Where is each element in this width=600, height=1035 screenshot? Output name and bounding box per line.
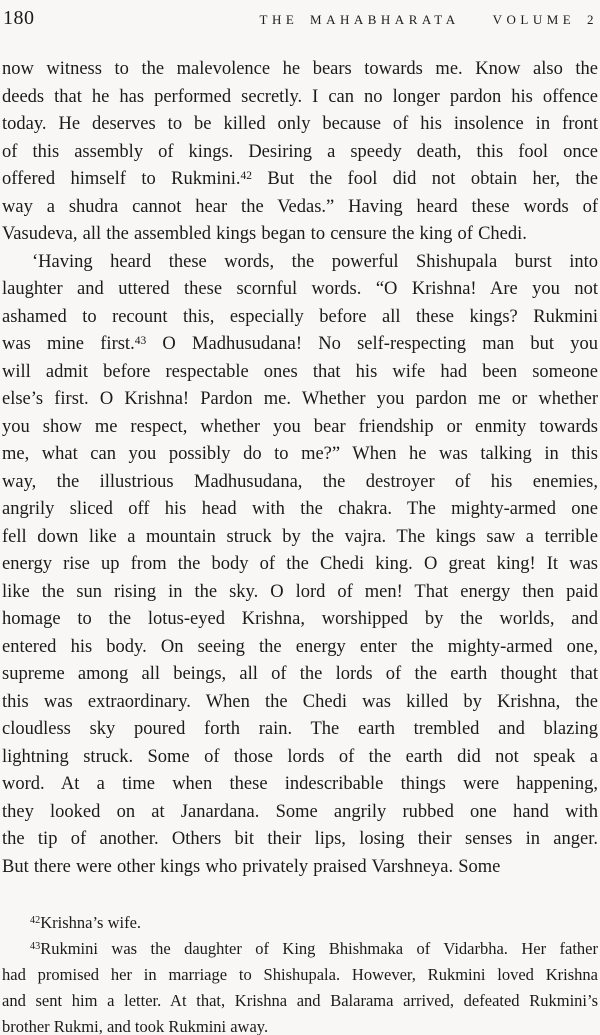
footnote-line: and sent him a letter. At that, Krishna and Balarama arrived, defeated Rukmini’s <box>2 991 598 1010</box>
text-line: way a shudra cannot hear the Vedas.” Having heard these words of <box>2 196 598 217</box>
running-head <box>260 12 599 28</box>
text-line: ashamed to recount this, especially before all these kings? Rukmini <box>2 306 598 327</box>
text-line: word. At a time when these indescribable things were happening, <box>2 774 598 794</box>
text-line: today. He deserves to be killed only because of his insolence in front <box>2 114 598 134</box>
text-line: of this assembly of kings. Desiring a speedy death, this fool once <box>2 141 598 162</box>
text-line: way, the illustrious Madhusudana, the destroyer of his enemies, <box>2 471 598 492</box>
footnote-marker: 43 <box>30 941 41 953</box>
text-line: this was extraordinary. When the Chedi was killed by Krishna, the <box>2 691 598 712</box>
text-line: angrily sliced off his head with the chakra. The mighty-armed one <box>2 499 598 519</box>
book-title: THE MAHABHARATA <box>259 12 459 27</box>
text-line: cloudless sky poured forth rain. The earth trembled and blazing <box>2 719 598 739</box>
text-line: entered his body. On seeing the energy enter the mighty-armed one, <box>2 636 598 657</box>
text-line: deeds that he has performed secretly. I can no longer pardon his offence <box>2 86 598 107</box>
body-text <box>2 56 598 881</box>
text-line: But there were other kings who privately praised Varshneya. Some <box>2 856 501 877</box>
text-line: the tip of another. Others bit their lips, losing their senses in anger. <box>2 829 598 849</box>
text-line: energy rise up from the body of the Chedi king. O great king! It was <box>2 554 598 574</box>
text-line: me, what can you possibly do to me?” When he was talking in this <box>2 444 598 464</box>
footnote-marker: 42 <box>30 915 41 927</box>
text-line: they looked on at Janardana. Some angrily rubbed one hand with <box>2 801 598 822</box>
footnotes-section <box>2 910 598 1035</box>
text-line: supreme among all beings, all of the lords of the earth thought that <box>2 664 598 684</box>
text-line: laughter and uttered these scornful words. “O Krishna! Are you not <box>2 279 598 299</box>
footnote-line: had promised her in marriage to Shishupala. However, Rukmini loved Krishna <box>2 965 598 984</box>
footnote-line: $^{42}$Krishna’s wife. <box>30 913 142 932</box>
volume-label: VOLUME 2 <box>492 12 598 27</box>
footnote-line: $^{43}$Rukmini was the daughter of King Bhishmaka of Vidarbha. Her father <box>30 939 598 958</box>
footnote-marker: 42 <box>240 169 253 182</box>
text-line: ‘Having heard these words, the powerful Shishupala burst into <box>32 251 598 272</box>
text-line: lightning struck. Some of those lords of the earth did not speak a <box>2 746 598 767</box>
text-line: offered himself to Rukmini.$^{42}$ But the fool did not obtain her, the <box>2 169 598 189</box>
page-number: 180 <box>3 7 35 29</box>
footnote-marker: 43 <box>134 334 147 347</box>
text-line: Vasudeva, all the assembled kings began to censure the king of Chedi. <box>2 224 527 244</box>
footnote-line: brother Rukmi, and took Rukmini away. <box>2 1017 269 1035</box>
text-line: like the sun rising in the sky. O lord of men! That energy then paid <box>2 581 598 602</box>
page-header <box>3 7 598 31</box>
text-line: now witness to the malevolence he bears towards me. Know also the <box>2 59 598 79</box>
text-line: else’s first. O Krishna! Pardon me. Whether you pardon me or whether <box>2 389 598 409</box>
text-line: was mine first.$^{43}$ O Madhusudana! No self-respecting man but you <box>2 334 598 354</box>
text-line: homage to the lotus-eyed Krishna, worshipped by the worlds, and <box>2 609 598 629</box>
text-line: fell down like a mountain struck by the vajra. The kings saw a terrible <box>2 526 598 547</box>
text-line: will admit before respectable ones that his wife had been someone <box>2 361 598 382</box>
text-line: you show me respect, whether you bear friendship or enmity towards <box>2 416 598 437</box>
